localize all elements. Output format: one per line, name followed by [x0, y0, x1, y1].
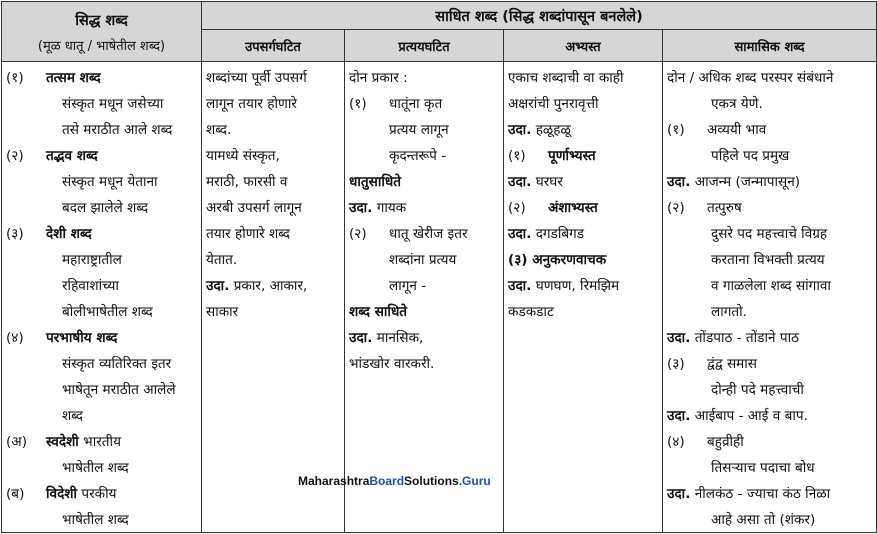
list-item: (१) धातूंना कृत — [349, 96, 443, 112]
siddha-subtitle: (मूळ धातू / भाषेतील शब्द) — [37, 38, 166, 54]
list-item: शब्द. — [206, 122, 232, 138]
list-item: पहिले पद प्रमुख — [711, 148, 790, 164]
list-item: (१) तत्सम शब्द — [6, 70, 101, 86]
list-item: उदा. आजन्म (जन्मापासून) — [667, 174, 801, 190]
list-item: उदा. तोंडपाठ - तोंडाने पाठ — [667, 330, 799, 346]
list-item: शब्दांना प्रत्यय — [389, 252, 457, 268]
list-item: (अ) स्वदेशी भारतीय — [6, 434, 121, 450]
list-item: तसे मराठीत आले शब्द — [62, 122, 173, 138]
list-item: (२) तद्भव शब्द — [6, 148, 98, 164]
list-item: दोन्ही पदे महत्त्वाची — [711, 382, 804, 398]
list-item: (३) द्वंद्व समास — [667, 356, 757, 372]
list-item: प्रत्यय लागून — [389, 122, 449, 138]
list-item: भाषेतून मराठीत आलेले — [62, 382, 176, 398]
list-item: (४) बहुव्रीही — [667, 434, 744, 450]
list-item: संस्कृत मधून येताना — [62, 174, 158, 190]
list-item: उदा. नीलकंठ - ज्याचा कंठ निळा — [667, 486, 831, 502]
list-item: (३) अनुकरणवाचक — [508, 252, 607, 268]
list-item: उदा. घणघण, रिमझिम — [508, 278, 620, 294]
list-item: व गाळलेला शब्द सांगावा — [711, 278, 831, 294]
list-item: (२) तत्पुरुष — [667, 200, 742, 216]
list-item: एकत्र येणे. — [711, 96, 763, 112]
samasik-body-cell — [663, 62, 877, 533]
list-item: उदा. दगडबिगड — [508, 226, 585, 242]
list-item: उदा. मानसिक, — [349, 330, 424, 346]
list-item: तिसऱ्याच पदाचा बोध — [711, 460, 815, 476]
list-item: कृदन्तरूपे - — [389, 148, 447, 164]
list-item: भाषेतील शब्द — [62, 460, 129, 476]
list-item: शब्द — [62, 408, 83, 424]
list-item: संस्कृत मधून जसेच्या — [62, 96, 164, 112]
list-item: (३) देशी शब्द — [6, 226, 92, 242]
list-item: भांडखोर वारकरी. — [349, 356, 435, 372]
list-item: शब्दांच्या पूर्वी उपसर्ग — [206, 70, 307, 86]
watermark-text: MaharashtraBoardSolutions.Guru — [298, 474, 491, 488]
list-item: येतात. — [206, 252, 238, 268]
list-item: उदा. आईबाप - आई व बाप. — [667, 408, 808, 424]
list-item: उदा. प्रकार, आकार, — [206, 278, 308, 294]
abhyasta-body-cell — [504, 62, 663, 533]
list-item: बदल झालेले शब्द — [62, 200, 149, 216]
list-item: रहिवाशांच्या — [62, 278, 119, 294]
list-item: यामध्ये संस्कृत, — [206, 148, 280, 164]
list-item: शब्द साधिते — [349, 304, 408, 320]
list-item: दोन / अधिक शब्द परस्पर संबंधाने — [667, 70, 834, 86]
list-item: कडकडाट — [508, 304, 554, 320]
abhyasta-header: अभ्यस्त — [504, 30, 663, 62]
list-item: दुसरे पद महत्त्वाचे विग्रह — [711, 226, 828, 242]
list-item: (२) धातू खेरीज इतर — [349, 226, 468, 242]
list-item: साकार — [206, 304, 239, 320]
word-types-table — [1, 1, 877, 533]
list-item: (ब) विदेशी परकीय — [6, 486, 117, 502]
list-item: बोलीभाषेतील शब्द — [62, 304, 153, 320]
list-item: महाराष्ट्रातील — [62, 252, 122, 268]
list-item: अरबी उपसर्ग लागून — [206, 200, 302, 216]
list-item: अक्षरांची पुनरावृत्ती — [508, 96, 599, 112]
pratyaya-body-cell — [345, 62, 504, 533]
pratyaya-header: प्रत्ययघटित — [345, 30, 504, 62]
list-item: (१) पूर्णाभ्यस्त — [508, 148, 596, 164]
list-item: उदा. हळूहळू — [508, 122, 571, 138]
siddha-body-cell — [2, 62, 202, 533]
list-item: (२) अंशाभ्यस्त — [508, 200, 598, 216]
list-item: लागतो. — [711, 304, 747, 320]
list-item: एकाच शब्दाची वा काही — [508, 70, 624, 86]
sadhit-group-header: साधित शब्द (सिद्ध शब्दांपासून बनलेले) — [202, 2, 877, 30]
list-item: उदा. घरघर — [508, 174, 563, 190]
list-item: भाषेतील शब्द — [62, 512, 129, 528]
list-item: (४) परभाषीय शब्द — [6, 330, 118, 346]
samasik-header: सामासिक शब्द — [663, 30, 877, 62]
list-item: मराठी, फारसी व — [206, 174, 288, 190]
siddha-title: सिद्ध शब्द — [75, 12, 128, 29]
siddha-header-cell — [2, 2, 202, 62]
list-item: धातुसाधिते — [349, 174, 401, 190]
upasarga-header: उपसर्गघटित — [202, 30, 345, 62]
list-item: दोन प्रकार : — [349, 70, 408, 86]
upasarga-body-cell — [202, 62, 345, 533]
list-item: करताना विभक्ती प्रत्यय — [711, 252, 825, 268]
list-item: लागून तयार होणारे — [206, 96, 297, 112]
list-item: आहे असा तो (शंकर) — [711, 512, 816, 528]
list-item: तयार होणारे शब्द — [206, 226, 290, 242]
list-item: उदा. गायक — [349, 200, 407, 216]
list-item: (१) अव्ययी भाव — [667, 122, 767, 138]
list-item: संस्कृत व्यतिरिक्त इतर — [62, 356, 172, 372]
list-item: लागून - — [389, 278, 427, 294]
